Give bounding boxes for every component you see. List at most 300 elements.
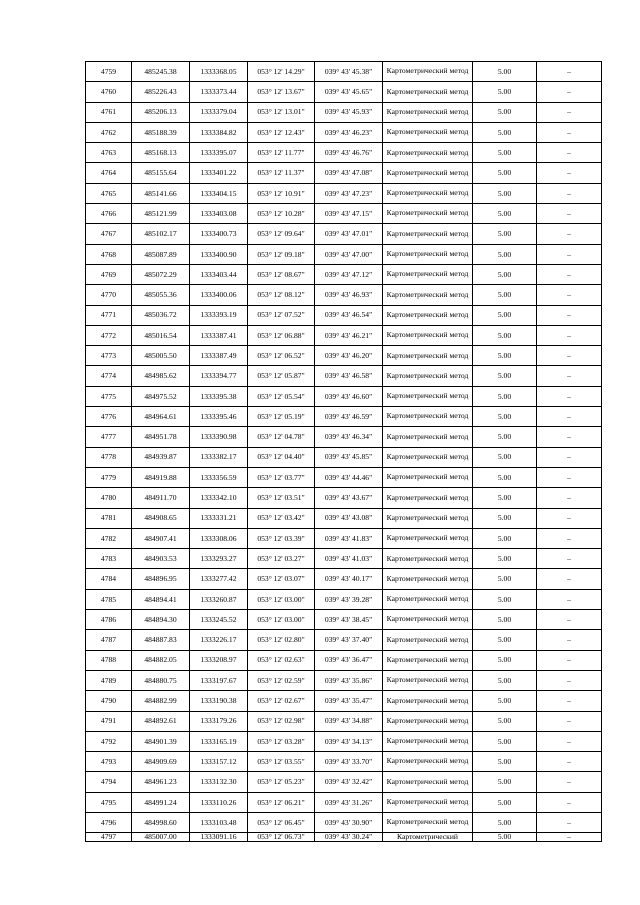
longitude-cell: 039° 43' 46.23" bbox=[315, 122, 383, 142]
point-number-cell: 4782 bbox=[86, 528, 132, 548]
longitude-cell: 039° 43' 47.12" bbox=[315, 264, 383, 284]
longitude-cell: 039° 43' 34.88" bbox=[315, 711, 383, 731]
table-row bbox=[86, 812, 602, 832]
note-cell: – bbox=[537, 386, 602, 406]
accuracy-cell: 5.00 bbox=[473, 772, 537, 792]
longitude-cell: 039° 43' 30.90" bbox=[315, 812, 383, 832]
x-coordinate-cell: 485245.38 bbox=[132, 62, 190, 82]
y-coordinate-cell: 1333165.19 bbox=[190, 731, 248, 751]
x-coordinate-cell: 485206.13 bbox=[132, 102, 190, 122]
table-row bbox=[86, 650, 602, 670]
longitude-cell: 039° 43' 47.00" bbox=[315, 244, 383, 264]
table-row bbox=[86, 163, 602, 183]
x-coordinate-cell: 485016.54 bbox=[132, 325, 190, 345]
latitude-cell: 053° 12' 02.67" bbox=[248, 691, 315, 711]
note-cell: – bbox=[537, 610, 602, 630]
y-coordinate-cell: 1333245.52 bbox=[190, 610, 248, 630]
note-cell: – bbox=[537, 122, 602, 142]
longitude-cell: 039° 43' 38.45" bbox=[315, 610, 383, 630]
point-number-cell: 4786 bbox=[86, 610, 132, 630]
x-coordinate-cell: 485188.39 bbox=[132, 122, 190, 142]
point-number-cell: 4766 bbox=[86, 204, 132, 224]
point-number-cell: 4787 bbox=[86, 630, 132, 650]
point-number-cell: 4791 bbox=[86, 711, 132, 731]
point-number-cell: 4765 bbox=[86, 183, 132, 203]
method-cell: Картометрический метод bbox=[383, 204, 473, 224]
y-coordinate-cell: 1333132.30 bbox=[190, 772, 248, 792]
accuracy-cell: 5.00 bbox=[473, 650, 537, 670]
accuracy-cell: 5.00 bbox=[473, 102, 537, 122]
y-coordinate-cell: 1333393.19 bbox=[190, 305, 248, 325]
latitude-cell: 053° 12' 03.00" bbox=[248, 610, 315, 630]
method-cell: Картометрический метод bbox=[383, 630, 473, 650]
accuracy-cell: 5.00 bbox=[473, 62, 537, 82]
y-coordinate-cell: 1333400.06 bbox=[190, 285, 248, 305]
y-coordinate-cell: 1333395.07 bbox=[190, 143, 248, 163]
accuracy-cell: 5.00 bbox=[473, 610, 537, 630]
longitude-cell: 039° 43' 35.86" bbox=[315, 670, 383, 690]
x-coordinate-cell: 484894.41 bbox=[132, 589, 190, 609]
table-row bbox=[86, 549, 602, 569]
note-cell: – bbox=[537, 630, 602, 650]
latitude-cell: 053° 12' 11.77" bbox=[248, 143, 315, 163]
note-cell: – bbox=[537, 163, 602, 183]
latitude-cell: 053° 12' 09.64" bbox=[248, 224, 315, 244]
point-number-cell: 4797 bbox=[86, 833, 132, 842]
accuracy-cell: 5.00 bbox=[473, 183, 537, 203]
point-number-cell: 4785 bbox=[86, 589, 132, 609]
note-cell: – bbox=[537, 143, 602, 163]
table-row bbox=[86, 610, 602, 630]
latitude-cell: 053° 12' 03.42" bbox=[248, 508, 315, 528]
method-cell: Картометрический метод bbox=[383, 264, 473, 284]
method-cell: Картометрический метод bbox=[383, 224, 473, 244]
point-number-cell: 4781 bbox=[86, 508, 132, 528]
y-coordinate-cell: 1333190.38 bbox=[190, 691, 248, 711]
note-cell: – bbox=[537, 569, 602, 589]
note-cell: – bbox=[537, 691, 602, 711]
table-row bbox=[86, 285, 602, 305]
accuracy-cell: 5.00 bbox=[473, 467, 537, 487]
y-coordinate-cell: 1333395.46 bbox=[190, 407, 248, 427]
x-coordinate-cell: 484951.78 bbox=[132, 427, 190, 447]
x-coordinate-cell: 484908.65 bbox=[132, 508, 190, 528]
accuracy-cell: 5.00 bbox=[473, 305, 537, 325]
x-coordinate-cell: 485087.89 bbox=[132, 244, 190, 264]
method-cell: Картометрический метод bbox=[383, 427, 473, 447]
note-cell: – bbox=[537, 224, 602, 244]
latitude-cell: 053° 12' 03.51" bbox=[248, 488, 315, 508]
longitude-cell: 039° 43' 46.21" bbox=[315, 325, 383, 345]
method-cell: Картометрический метод bbox=[383, 285, 473, 305]
point-number-cell: 4789 bbox=[86, 670, 132, 690]
longitude-cell: 039° 43' 46.54" bbox=[315, 305, 383, 325]
longitude-cell: 039° 43' 45.85" bbox=[315, 447, 383, 467]
longitude-cell: 039° 43' 41.83" bbox=[315, 528, 383, 548]
method-cell: Картометрический метод bbox=[383, 467, 473, 487]
latitude-cell: 053° 12' 03.77" bbox=[248, 467, 315, 487]
accuracy-cell: 5.00 bbox=[473, 792, 537, 812]
x-coordinate-cell: 484909.69 bbox=[132, 752, 190, 772]
method-cell: Картометрический метод bbox=[383, 549, 473, 569]
table-row bbox=[86, 82, 602, 102]
note-cell: – bbox=[537, 792, 602, 812]
method-cell: Картометрический метод bbox=[383, 366, 473, 386]
note-cell: – bbox=[537, 508, 602, 528]
accuracy-cell: 5.00 bbox=[473, 670, 537, 690]
method-cell: Картометрический метод bbox=[383, 508, 473, 528]
accuracy-cell: 5.00 bbox=[473, 143, 537, 163]
method-cell: Картометрический метод bbox=[383, 569, 473, 589]
point-number-cell: 4774 bbox=[86, 366, 132, 386]
x-coordinate-cell: 484880.75 bbox=[132, 670, 190, 690]
x-coordinate-cell: 484939.87 bbox=[132, 447, 190, 467]
method-cell: Картометрический метод bbox=[383, 305, 473, 325]
method-cell: Картометрический метод bbox=[383, 488, 473, 508]
x-coordinate-cell: 485141.66 bbox=[132, 183, 190, 203]
x-coordinate-cell: 485036.72 bbox=[132, 305, 190, 325]
y-coordinate-cell: 1333379.04 bbox=[190, 102, 248, 122]
x-coordinate-cell: 484903.53 bbox=[132, 549, 190, 569]
longitude-cell: 039° 43' 36.47" bbox=[315, 650, 383, 670]
method-cell: Картометрический метод bbox=[383, 244, 473, 264]
x-coordinate-cell: 484896.95 bbox=[132, 569, 190, 589]
latitude-cell: 053° 12' 08.67" bbox=[248, 264, 315, 284]
method-cell: Картометрический метод bbox=[383, 82, 473, 102]
y-coordinate-cell: 1333400.73 bbox=[190, 224, 248, 244]
accuracy-cell: 5.00 bbox=[473, 488, 537, 508]
longitude-cell: 039° 43' 47.08" bbox=[315, 163, 383, 183]
latitude-cell: 053° 12' 07.52" bbox=[248, 305, 315, 325]
note-cell: – bbox=[537, 407, 602, 427]
longitude-cell: 039° 43' 30.24" bbox=[315, 833, 383, 842]
table-row bbox=[86, 528, 602, 548]
latitude-cell: 053° 12' 05.23" bbox=[248, 772, 315, 792]
note-cell: – bbox=[537, 812, 602, 832]
y-coordinate-cell: 1333368.05 bbox=[190, 62, 248, 82]
latitude-cell: 053° 12' 06.88" bbox=[248, 325, 315, 345]
x-coordinate-cell: 484964.61 bbox=[132, 407, 190, 427]
note-cell: – bbox=[537, 772, 602, 792]
method-cell: Картометрический метод bbox=[383, 792, 473, 812]
y-coordinate-cell: 1333103.48 bbox=[190, 812, 248, 832]
note-cell: – bbox=[537, 752, 602, 772]
accuracy-cell: 5.00 bbox=[473, 285, 537, 305]
method-cell: Картометрический метод bbox=[383, 407, 473, 427]
y-coordinate-cell: 1333390.98 bbox=[190, 427, 248, 447]
latitude-cell: 053° 12' 06.21" bbox=[248, 792, 315, 812]
point-number-cell: 4767 bbox=[86, 224, 132, 244]
latitude-cell: 053° 12' 03.07" bbox=[248, 569, 315, 589]
note-cell: – bbox=[537, 447, 602, 467]
table-row bbox=[86, 386, 602, 406]
x-coordinate-cell: 484894.30 bbox=[132, 610, 190, 630]
point-number-cell: 4780 bbox=[86, 488, 132, 508]
method-cell: Картометрический метод bbox=[383, 163, 473, 183]
point-number-cell: 4763 bbox=[86, 143, 132, 163]
point-number-cell: 4759 bbox=[86, 62, 132, 82]
table-row bbox=[86, 691, 602, 711]
note-cell: – bbox=[537, 467, 602, 487]
point-number-cell: 4773 bbox=[86, 346, 132, 366]
y-coordinate-cell: 1333331.21 bbox=[190, 508, 248, 528]
longitude-cell: 039° 43' 35.47" bbox=[315, 691, 383, 711]
point-number-cell: 4777 bbox=[86, 427, 132, 447]
x-coordinate-cell: 484975.52 bbox=[132, 386, 190, 406]
y-coordinate-cell: 1333308.06 bbox=[190, 528, 248, 548]
method-cell: Картометрический метод bbox=[383, 122, 473, 142]
x-coordinate-cell: 484998.60 bbox=[132, 812, 190, 832]
longitude-cell: 039° 43' 46.60" bbox=[315, 386, 383, 406]
accuracy-cell: 5.00 bbox=[473, 630, 537, 650]
latitude-cell: 053° 12' 05.54" bbox=[248, 386, 315, 406]
accuracy-cell: 5.00 bbox=[473, 711, 537, 731]
x-coordinate-cell: 485055.36 bbox=[132, 285, 190, 305]
x-coordinate-cell: 485072.29 bbox=[132, 264, 190, 284]
method-cell: Картометрический метод bbox=[383, 752, 473, 772]
latitude-cell: 053° 12' 02.98" bbox=[248, 711, 315, 731]
accuracy-cell: 5.00 bbox=[473, 528, 537, 548]
method-cell: Картометрический метод bbox=[383, 610, 473, 630]
note-cell: – bbox=[537, 650, 602, 670]
longitude-cell: 039° 43' 46.59" bbox=[315, 407, 383, 427]
note-cell: – bbox=[537, 285, 602, 305]
method-cell: Картометрический метод bbox=[383, 143, 473, 163]
table-row bbox=[86, 407, 602, 427]
table-row bbox=[86, 427, 602, 447]
latitude-cell: 053° 12' 03.00" bbox=[248, 589, 315, 609]
method-cell: Картометрический метод bbox=[383, 325, 473, 345]
point-number-cell: 4779 bbox=[86, 467, 132, 487]
accuracy-cell: 5.00 bbox=[473, 82, 537, 102]
note-cell: – bbox=[537, 264, 602, 284]
table-row bbox=[86, 305, 602, 325]
point-number-cell: 4772 bbox=[86, 325, 132, 345]
accuracy-cell: 5.00 bbox=[473, 386, 537, 406]
x-coordinate-cell: 484882.05 bbox=[132, 650, 190, 670]
x-coordinate-cell: 484882.99 bbox=[132, 691, 190, 711]
latitude-cell: 053° 12' 05.19" bbox=[248, 407, 315, 427]
note-cell: – bbox=[537, 183, 602, 203]
accuracy-cell: 5.00 bbox=[473, 407, 537, 427]
latitude-cell: 053° 12' 05.87" bbox=[248, 366, 315, 386]
table-row bbox=[86, 122, 602, 142]
y-coordinate-cell: 1333277.42 bbox=[190, 569, 248, 589]
point-number-cell: 4788 bbox=[86, 650, 132, 670]
table-row bbox=[86, 670, 602, 690]
method-cell: Картометрический метод bbox=[383, 650, 473, 670]
latitude-cell: 053° 12' 10.28" bbox=[248, 204, 315, 224]
note-cell: – bbox=[537, 711, 602, 731]
table-row bbox=[86, 711, 602, 731]
latitude-cell: 053° 12' 14.29" bbox=[248, 62, 315, 82]
point-number-cell: 4790 bbox=[86, 691, 132, 711]
longitude-cell: 039° 43' 45.93" bbox=[315, 102, 383, 122]
longitude-cell: 039° 43' 47.23" bbox=[315, 183, 383, 203]
point-number-cell: 4771 bbox=[86, 305, 132, 325]
y-coordinate-cell: 1333110.26 bbox=[190, 792, 248, 812]
point-number-cell: 4778 bbox=[86, 447, 132, 467]
y-coordinate-cell: 1333384.82 bbox=[190, 122, 248, 142]
accuracy-cell: 5.00 bbox=[473, 508, 537, 528]
accuracy-cell: 5.00 bbox=[473, 752, 537, 772]
y-coordinate-cell: 1333293.27 bbox=[190, 549, 248, 569]
method-cell: Картометрический метод bbox=[383, 346, 473, 366]
point-number-cell: 4783 bbox=[86, 549, 132, 569]
table-row bbox=[86, 102, 602, 122]
x-coordinate-cell: 485168.13 bbox=[132, 143, 190, 163]
note-cell: – bbox=[537, 427, 602, 447]
table-row bbox=[86, 224, 602, 244]
point-number-cell: 4768 bbox=[86, 244, 132, 264]
note-cell: – bbox=[537, 731, 602, 751]
longitude-cell: 039° 43' 47.01" bbox=[315, 224, 383, 244]
longitude-cell: 039° 43' 41.03" bbox=[315, 549, 383, 569]
note-cell: – bbox=[537, 102, 602, 122]
method-cell: Картометрический метод bbox=[383, 102, 473, 122]
x-coordinate-cell: 484919.88 bbox=[132, 467, 190, 487]
table-row bbox=[86, 752, 602, 772]
table-row bbox=[86, 508, 602, 528]
x-coordinate-cell: 485226.43 bbox=[132, 82, 190, 102]
table-row bbox=[86, 143, 602, 163]
point-number-cell: 4796 bbox=[86, 812, 132, 832]
table-row bbox=[86, 833, 602, 842]
point-number-cell: 4764 bbox=[86, 163, 132, 183]
x-coordinate-cell: 484991.24 bbox=[132, 792, 190, 812]
latitude-cell: 053° 12' 04.40" bbox=[248, 447, 315, 467]
longitude-cell: 039° 43' 43.67" bbox=[315, 488, 383, 508]
x-coordinate-cell: 484892.61 bbox=[132, 711, 190, 731]
table-row bbox=[86, 325, 602, 345]
longitude-cell: 039° 43' 46.93" bbox=[315, 285, 383, 305]
point-number-cell: 4776 bbox=[86, 407, 132, 427]
longitude-cell: 039° 43' 46.34" bbox=[315, 427, 383, 447]
method-cell: Картометрический метод bbox=[383, 386, 473, 406]
x-coordinate-cell: 484887.83 bbox=[132, 630, 190, 650]
latitude-cell: 053° 12' 06.52" bbox=[248, 346, 315, 366]
accuracy-cell: 5.00 bbox=[473, 549, 537, 569]
x-coordinate-cell: 484911.70 bbox=[132, 488, 190, 508]
table-row bbox=[86, 467, 602, 487]
y-coordinate-cell: 1333226.17 bbox=[190, 630, 248, 650]
note-cell: – bbox=[537, 488, 602, 508]
x-coordinate-cell: 484907.41 bbox=[132, 528, 190, 548]
method-cell: Картометрический метод bbox=[383, 691, 473, 711]
note-cell: – bbox=[537, 528, 602, 548]
method-cell: Картометрический метод bbox=[383, 528, 473, 548]
point-number-cell: 4761 bbox=[86, 102, 132, 122]
longitude-cell: 039° 43' 46.20" bbox=[315, 346, 383, 366]
note-cell: – bbox=[537, 366, 602, 386]
table-row bbox=[86, 62, 602, 82]
longitude-cell: 039° 43' 46.58" bbox=[315, 366, 383, 386]
accuracy-cell: 5.00 bbox=[473, 691, 537, 711]
latitude-cell: 053° 12' 06.45" bbox=[248, 812, 315, 832]
accuracy-cell: 5.00 bbox=[473, 346, 537, 366]
accuracy-cell: 5.00 bbox=[473, 204, 537, 224]
latitude-cell: 053° 12' 08.12" bbox=[248, 285, 315, 305]
point-number-cell: 4770 bbox=[86, 285, 132, 305]
table-row bbox=[86, 183, 602, 203]
y-coordinate-cell: 1333404.15 bbox=[190, 183, 248, 203]
y-coordinate-cell: 1333387.49 bbox=[190, 346, 248, 366]
table-row bbox=[86, 630, 602, 650]
y-coordinate-cell: 1333157.12 bbox=[190, 752, 248, 772]
x-coordinate-cell: 485121.99 bbox=[132, 204, 190, 224]
x-coordinate-cell: 484961.23 bbox=[132, 772, 190, 792]
note-cell: – bbox=[537, 244, 602, 264]
point-number-cell: 4784 bbox=[86, 569, 132, 589]
method-cell: Картометрический метод bbox=[383, 183, 473, 203]
x-coordinate-cell: 484901.39 bbox=[132, 731, 190, 751]
longitude-cell: 039° 43' 46.76" bbox=[315, 143, 383, 163]
note-cell: – bbox=[537, 589, 602, 609]
point-number-cell: 4794 bbox=[86, 772, 132, 792]
point-number-cell: 4762 bbox=[86, 122, 132, 142]
point-number-cell: 4760 bbox=[86, 82, 132, 102]
x-coordinate-cell: 485007.00 bbox=[132, 833, 190, 842]
latitude-cell: 053° 12' 03.28" bbox=[248, 731, 315, 751]
table-row bbox=[86, 792, 602, 812]
table-row bbox=[86, 204, 602, 224]
table-body bbox=[86, 62, 602, 842]
accuracy-cell: 5.00 bbox=[473, 325, 537, 345]
note-cell: – bbox=[537, 346, 602, 366]
method-cell: Картометрический метод bbox=[383, 447, 473, 467]
note-cell: – bbox=[537, 549, 602, 569]
longitude-cell: 039° 43' 39.28" bbox=[315, 589, 383, 609]
longitude-cell: 039° 43' 37.40" bbox=[315, 630, 383, 650]
method-cell: Картометрический метод bbox=[383, 589, 473, 609]
y-coordinate-cell: 1333387.41 bbox=[190, 325, 248, 345]
note-cell: – bbox=[537, 325, 602, 345]
note-cell: – bbox=[537, 204, 602, 224]
latitude-cell: 053° 12' 09.18" bbox=[248, 244, 315, 264]
table-row bbox=[86, 264, 602, 284]
table-row bbox=[86, 244, 602, 264]
x-coordinate-cell: 485102.17 bbox=[132, 224, 190, 244]
table-row bbox=[86, 488, 602, 508]
accuracy-cell: 5.00 bbox=[473, 731, 537, 751]
longitude-cell: 039° 43' 32.42" bbox=[315, 772, 383, 792]
y-coordinate-cell: 1333208.97 bbox=[190, 650, 248, 670]
latitude-cell: 053° 12' 03.39" bbox=[248, 528, 315, 548]
latitude-cell: 053° 12' 13.01" bbox=[248, 102, 315, 122]
point-number-cell: 4792 bbox=[86, 731, 132, 751]
longitude-cell: 039° 43' 31.26" bbox=[315, 792, 383, 812]
latitude-cell: 053° 12' 02.80" bbox=[248, 630, 315, 650]
y-coordinate-cell: 1333394.77 bbox=[190, 366, 248, 386]
y-coordinate-cell: 1333395.38 bbox=[190, 386, 248, 406]
y-coordinate-cell: 1333091.16 bbox=[190, 833, 248, 842]
latitude-cell: 053° 12' 06.73" bbox=[248, 833, 315, 842]
latitude-cell: 053° 12' 02.63" bbox=[248, 650, 315, 670]
latitude-cell: 053° 12' 02.59" bbox=[248, 670, 315, 690]
latitude-cell: 053° 12' 03.55" bbox=[248, 752, 315, 772]
point-number-cell: 4775 bbox=[86, 386, 132, 406]
table-row bbox=[86, 346, 602, 366]
latitude-cell: 053° 12' 11.37" bbox=[248, 163, 315, 183]
longitude-cell: 039° 43' 44.46" bbox=[315, 467, 383, 487]
accuracy-cell: 5.00 bbox=[473, 569, 537, 589]
latitude-cell: 053° 12' 10.91" bbox=[248, 183, 315, 203]
table-row bbox=[86, 569, 602, 589]
coordinates-table bbox=[85, 61, 602, 842]
y-coordinate-cell: 1333382.17 bbox=[190, 447, 248, 467]
longitude-cell: 039° 43' 33.70" bbox=[315, 752, 383, 772]
table-row bbox=[86, 772, 602, 792]
